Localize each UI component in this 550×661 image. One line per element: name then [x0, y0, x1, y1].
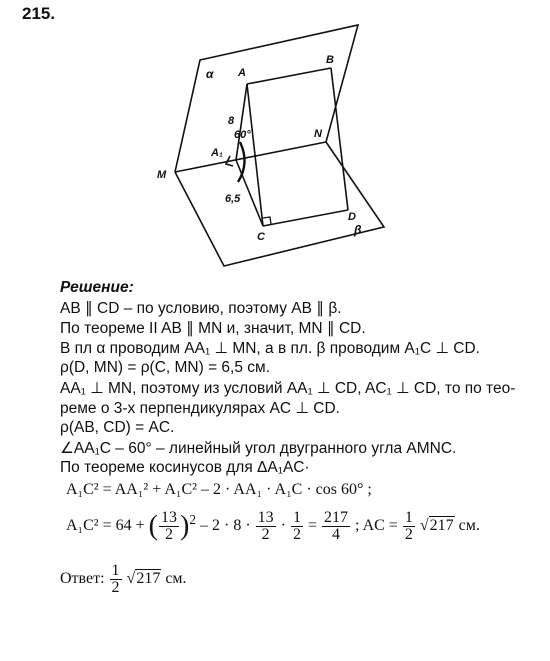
label-a1: A₁ [211, 147, 223, 159]
solution-title: Решение: [60, 279, 134, 296]
eq2-dot: · [280, 517, 286, 535]
problem-number: 215. [22, 4, 56, 23]
eq2-rest: ; AC = [355, 517, 398, 535]
eq2-sqrt-sign: √ [419, 517, 429, 535]
solution-line-2: По теореме II AB ∥ MN и, значит, MN ∥ CD. [60, 320, 366, 337]
answer-sqrt-value: 217 [136, 570, 161, 588]
label-a: A [238, 67, 246, 79]
eq2-sqrt-value: 217 [429, 517, 454, 535]
label-b: B [326, 54, 334, 66]
eq2-paren-close: ) [179, 510, 190, 542]
eq2-frac-1-2-b: $\frac{1}{2}$ [404, 509, 413, 543]
label-d: D [348, 211, 356, 223]
segment-dc [263, 210, 348, 226]
label-n: N [314, 128, 322, 140]
eq2-lhs: A₁C² = 64 + [66, 517, 145, 535]
solution-line-6: реме о 3-х перпендикулярах AC ⊥ CD. [60, 400, 340, 417]
answer-unit: см. [165, 570, 187, 588]
eq2-frac-13-2-b: $\frac{13}{2}$ [257, 509, 274, 543]
eq2-frac-217-4: $\frac{217}{4}$ [324, 509, 348, 543]
angle-arc [238, 142, 245, 182]
eq2-mid: – 2 · 8 · [199, 517, 251, 535]
label-alpha: α [206, 67, 214, 81]
answer-sqrt-sign: √ [126, 570, 136, 588]
eq2-equals: = [307, 517, 317, 535]
eq2-frac-13-2: $\frac{13}{2}$ [160, 509, 177, 543]
solution-line-4: ρ(D, MN) = ρ(C, MN) = 6,5 см. [60, 359, 270, 376]
eq2-paren-open: ( [148, 510, 158, 542]
plane-beta [175, 142, 384, 266]
answer-label: Ответ: [60, 570, 105, 588]
eq2-frac-1-2: $\frac{1}{2}$ [292, 509, 301, 543]
label-8: 8 [228, 115, 235, 127]
label-60: 60° [234, 129, 251, 141]
right-angle-c [263, 217, 271, 224]
answer-frac: $\frac{1}{2}$ [111, 562, 120, 596]
eq2-square: 2 [189, 511, 196, 527]
label-m: M [157, 169, 167, 181]
segment-ab [247, 68, 331, 84]
edge-mn [175, 142, 326, 172]
equation-2 [66, 510, 480, 543]
segment-bd [331, 68, 348, 210]
label-beta: β [354, 223, 362, 237]
label-c: C [257, 231, 265, 243]
equation-1: A₁C² = AA₁² + A₁C² – 2 · AA₁ · A₁C · cos 60° ; [66, 481, 372, 498]
solution-line-1: AB ∥ CD – по условию, поэтому AB ∥ β. [60, 300, 342, 317]
solution-line-8: ∠AA₁C – 60° – линейный угол двугранного угла AMNC. [60, 440, 457, 457]
label-65: 6,5 [225, 193, 241, 205]
answer-line [60, 563, 187, 596]
solution-line-3: В пл α проводим AA₁ ⊥ MN, а в пл. β проводим A₁C ⊥ CD. [60, 340, 480, 357]
solution-line-7: ρ(AB, CD) = AC. [60, 419, 175, 436]
solution-line-5: AA₁ ⊥ MN, поэтому из условий AA₁ ⊥ CD, AC₁ ⊥ CD, то по тео- [60, 380, 516, 397]
solution-line-9: По теореме косинусов для ΔA₁AC· [60, 459, 310, 476]
geometry-figure [0, 0, 550, 280]
eq2-unit: см. [458, 517, 480, 535]
